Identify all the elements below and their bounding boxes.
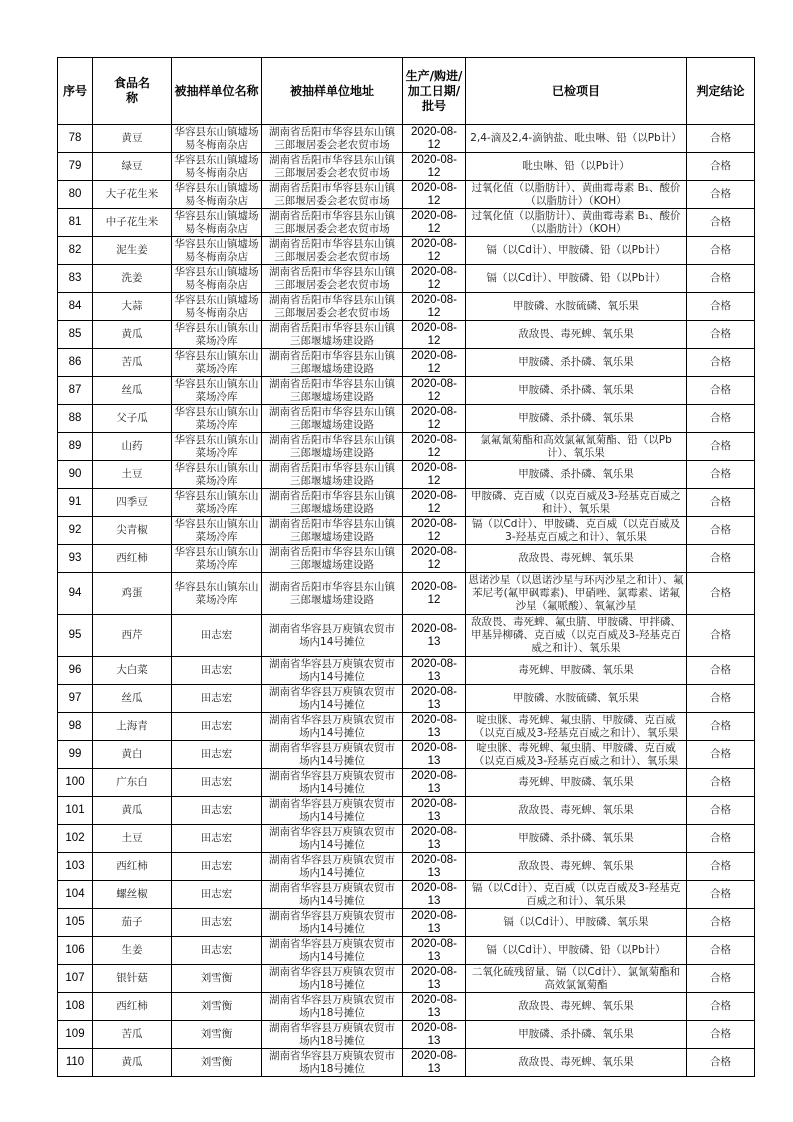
tested-items-cell: 镉（以Cd计）、甲胺磷、克百威（以克百威及3-羟基克百威之和计）、氧乐果 bbox=[466, 517, 687, 545]
unit-address-cell: 湖南省岳阳市华容县东山镇三郎堰墟场建设路 bbox=[262, 377, 403, 405]
unit-address-cell: 湖南省华容县万庾镇农贸市场内14号摊位 bbox=[262, 825, 403, 853]
food-name-cell: 大白菜 bbox=[93, 657, 172, 685]
conclusion-cell: 合格 bbox=[687, 993, 755, 1021]
conclusion-cell: 合格 bbox=[687, 181, 755, 209]
table-row bbox=[58, 657, 755, 685]
date-cell: 2020-08-12 bbox=[403, 321, 466, 349]
seq-cell: 79 bbox=[58, 153, 93, 181]
date-cell: 2020-08-12 bbox=[403, 265, 466, 293]
seq-cell: 103 bbox=[58, 853, 93, 881]
date-cell: 2020-08-13 bbox=[403, 1021, 466, 1049]
seq-cell: 92 bbox=[58, 517, 93, 545]
seq-cell: 88 bbox=[58, 405, 93, 433]
table-row bbox=[58, 937, 755, 965]
table-row bbox=[58, 237, 755, 265]
table-row bbox=[58, 881, 755, 909]
conclusion-cell: 合格 bbox=[687, 237, 755, 265]
table-row bbox=[58, 853, 755, 881]
unit-address-cell: 湖南省岳阳市华容县东山镇三郎堰居委会老农贸市场 bbox=[262, 209, 403, 237]
seq-cell: 78 bbox=[58, 125, 93, 153]
unit-address-cell: 湖南省华容县万庾镇农贸市场内14号摊位 bbox=[262, 769, 403, 797]
food-name-cell: 西红柿 bbox=[93, 853, 172, 881]
unit-name-cell: 华容县东山镇墟场易冬梅南杂店 bbox=[172, 293, 262, 321]
table-row bbox=[58, 1049, 755, 1077]
food-name-cell: 泥生姜 bbox=[93, 237, 172, 265]
seq-cell: 89 bbox=[58, 433, 93, 461]
tested-items-cell: 甲胺磷、杀扑磷、氧乐果 bbox=[466, 377, 687, 405]
table-body bbox=[58, 125, 755, 1077]
table-row bbox=[58, 377, 755, 405]
seq-cell: 105 bbox=[58, 909, 93, 937]
food-name-cell: 尖青椒 bbox=[93, 517, 172, 545]
seq-cell: 104 bbox=[58, 881, 93, 909]
date-cell: 2020-08-13 bbox=[403, 853, 466, 881]
table-row bbox=[58, 965, 755, 993]
unit-address-cell: 湖南省岳阳市华容县东山镇三郎堰墟场建设路 bbox=[262, 405, 403, 433]
tested-items-cell: 毒死蜱、甲胺磷、氧乐果 bbox=[466, 657, 687, 685]
unit-name-cell: 田志宏 bbox=[172, 657, 262, 685]
seq-cell: 102 bbox=[58, 825, 93, 853]
food-name-cell: 螺丝椒 bbox=[93, 881, 172, 909]
unit-name-cell: 华容县东山镇东山菜场冷库 bbox=[172, 349, 262, 377]
seq-cell: 90 bbox=[58, 461, 93, 489]
seq-cell: 98 bbox=[58, 713, 93, 741]
date-cell: 2020-08-13 bbox=[403, 685, 466, 713]
header-food-name: 食品名称 bbox=[93, 58, 172, 125]
food-name-cell: 黄瓜 bbox=[93, 797, 172, 825]
tested-items-cell: 氯氟氰菊酯和高效氯氟氰菊酯、铅（以Pb计）、氧乐果 bbox=[466, 433, 687, 461]
unit-name-cell: 华容县东山镇墟场易冬梅南杂店 bbox=[172, 181, 262, 209]
date-cell: 2020-08-13 bbox=[403, 825, 466, 853]
inspection-results-table bbox=[57, 57, 755, 1077]
table-row bbox=[58, 825, 755, 853]
food-name-cell: 丝瓜 bbox=[93, 377, 172, 405]
tested-items-cell: 甲胺磷、杀扑磷、氧乐果 bbox=[466, 405, 687, 433]
unit-name-cell: 刘雪衡 bbox=[172, 1021, 262, 1049]
unit-name-cell: 田志宏 bbox=[172, 741, 262, 769]
tested-items-cell: 敌敌畏、毒死蜱、氧乐果 bbox=[466, 545, 687, 573]
conclusion-cell: 合格 bbox=[687, 937, 755, 965]
tested-items-cell: 二氧化硫残留量、镉（以Cd计）、氯氰菊酯和高效氯氰菊酯 bbox=[466, 965, 687, 993]
tested-items-cell: 甲胺磷、杀扑磷、氧乐果 bbox=[466, 1021, 687, 1049]
conclusion-cell: 合格 bbox=[687, 125, 755, 153]
seq-cell: 83 bbox=[58, 265, 93, 293]
date-cell: 2020-08-13 bbox=[403, 741, 466, 769]
table-row bbox=[58, 349, 755, 377]
date-cell: 2020-08-12 bbox=[403, 209, 466, 237]
unit-name-cell: 华容县东山镇墟场易冬梅南杂店 bbox=[172, 125, 262, 153]
unit-name-cell: 田志宏 bbox=[172, 909, 262, 937]
seq-cell: 97 bbox=[58, 685, 93, 713]
unit-name-cell: 华容县东山镇东山菜场冷库 bbox=[172, 433, 262, 461]
tested-items-cell: 甲胺磷、杀扑磷、氧乐果 bbox=[466, 825, 687, 853]
table-row bbox=[58, 489, 755, 517]
tested-items-cell: 敌敌畏、毒死蜱、氧乐果 bbox=[466, 1049, 687, 1077]
food-name-cell: 绿豆 bbox=[93, 153, 172, 181]
conclusion-cell: 合格 bbox=[687, 545, 755, 573]
conclusion-cell: 合格 bbox=[687, 153, 755, 181]
food-name-cell: 黄白 bbox=[93, 741, 172, 769]
unit-name-cell: 田志宏 bbox=[172, 881, 262, 909]
conclusion-cell: 合格 bbox=[687, 209, 755, 237]
food-name-cell: 西红柿 bbox=[93, 993, 172, 1021]
seq-cell: 96 bbox=[58, 657, 93, 685]
conclusion-cell: 合格 bbox=[687, 405, 755, 433]
table-row bbox=[58, 181, 755, 209]
unit-address-cell: 湖南省岳阳市华容县东山镇三郎堰居委会老农贸市场 bbox=[262, 153, 403, 181]
food-name-cell: 黄瓜 bbox=[93, 321, 172, 349]
unit-address-cell: 湖南省华容县万庾镇农贸市场内18号摊位 bbox=[262, 965, 403, 993]
food-name-cell: 土豆 bbox=[93, 461, 172, 489]
tested-items-cell: 啶虫脒、毒死蜱、氟虫腈、甲胺磷、克百威（以克百威及3-羟基克百威之和计）、氧乐果 bbox=[466, 713, 687, 741]
conclusion-cell: 合格 bbox=[687, 433, 755, 461]
unit-name-cell: 华容县东山镇墟场易冬梅南杂店 bbox=[172, 237, 262, 265]
unit-address-cell: 湖南省岳阳市华容县东山镇三郎堰墟场建设路 bbox=[262, 517, 403, 545]
date-cell: 2020-08-12 bbox=[403, 433, 466, 461]
tested-items-cell: 镉（以Cd计）、甲胺磷、铅（以Pb计） bbox=[466, 265, 687, 293]
table-header-row bbox=[58, 58, 755, 125]
food-name-cell: 银针菇 bbox=[93, 965, 172, 993]
conclusion-cell: 合格 bbox=[687, 741, 755, 769]
table-row bbox=[58, 909, 755, 937]
header-seq: 序号 bbox=[58, 58, 93, 125]
tested-items-cell: 敌敌畏、毒死蜱、氧乐果 bbox=[466, 797, 687, 825]
seq-cell: 108 bbox=[58, 993, 93, 1021]
date-cell: 2020-08-12 bbox=[403, 573, 466, 615]
seq-cell: 86 bbox=[58, 349, 93, 377]
table-row bbox=[58, 461, 755, 489]
seq-cell: 101 bbox=[58, 797, 93, 825]
food-name-cell: 大蒜 bbox=[93, 293, 172, 321]
unit-name-cell: 华容县东山镇东山菜场冷库 bbox=[172, 517, 262, 545]
conclusion-cell: 合格 bbox=[687, 349, 755, 377]
unit-address-cell: 湖南省华容县万庾镇农贸市场内18号摊位 bbox=[262, 993, 403, 1021]
table-row bbox=[58, 293, 755, 321]
header-conclusion: 判定结论 bbox=[687, 58, 755, 125]
seq-cell: 81 bbox=[58, 209, 93, 237]
unit-address-cell: 湖南省华容县万庾镇农贸市场内14号摊位 bbox=[262, 741, 403, 769]
date-cell: 2020-08-12 bbox=[403, 545, 466, 573]
seq-cell: 107 bbox=[58, 965, 93, 993]
unit-address-cell: 湖南省岳阳市华容县东山镇三郎堰墟场建设路 bbox=[262, 461, 403, 489]
unit-name-cell: 华容县东山镇东山菜场冷库 bbox=[172, 573, 262, 615]
seq-cell: 93 bbox=[58, 545, 93, 573]
unit-address-cell: 湖南省岳阳市华容县东山镇三郎堰居委会老农贸市场 bbox=[262, 125, 403, 153]
table-row bbox=[58, 265, 755, 293]
conclusion-cell: 合格 bbox=[687, 461, 755, 489]
unit-address-cell: 湖南省华容县万庾镇农贸市场内14号摊位 bbox=[262, 937, 403, 965]
date-cell: 2020-08-12 bbox=[403, 405, 466, 433]
unit-name-cell: 华容县东山镇东山菜场冷库 bbox=[172, 405, 262, 433]
unit-address-cell: 湖南省华容县万庾镇农贸市场内14号摊位 bbox=[262, 797, 403, 825]
date-cell: 2020-08-13 bbox=[403, 993, 466, 1021]
table-row bbox=[58, 321, 755, 349]
food-name-cell: 西芹 bbox=[93, 615, 172, 657]
date-cell: 2020-08-13 bbox=[403, 909, 466, 937]
conclusion-cell: 合格 bbox=[687, 685, 755, 713]
table-row bbox=[58, 433, 755, 461]
unit-name-cell: 田志宏 bbox=[172, 825, 262, 853]
unit-address-cell: 湖南省华容县万庾镇农贸市场内14号摊位 bbox=[262, 615, 403, 657]
tested-items-cell: 2,4-滴及2,4-滴钠盐、吡虫啉、铅（以Pb计） bbox=[466, 125, 687, 153]
seq-cell: 84 bbox=[58, 293, 93, 321]
date-cell: 2020-08-13 bbox=[403, 937, 466, 965]
header-tested-items: 已检项目 bbox=[466, 58, 687, 125]
header-unit-address: 被抽样单位地址 bbox=[262, 58, 403, 125]
unit-address-cell: 湖南省华容县万庾镇农贸市场内14号摊位 bbox=[262, 881, 403, 909]
conclusion-cell: 合格 bbox=[687, 1021, 755, 1049]
unit-address-cell: 湖南省岳阳市华容县东山镇三郎堰墟场建设路 bbox=[262, 489, 403, 517]
tested-items-cell: 敌敌畏、毒死蜱、氧乐果 bbox=[466, 993, 687, 1021]
conclusion-cell: 合格 bbox=[687, 769, 755, 797]
unit-address-cell: 湖南省华容县万庾镇农贸市场内14号摊位 bbox=[262, 685, 403, 713]
unit-address-cell: 湖南省岳阳市华容县东山镇三郎堰墟场建设路 bbox=[262, 349, 403, 377]
unit-address-cell: 湖南省华容县万庾镇农贸市场内18号摊位 bbox=[262, 1049, 403, 1077]
food-name-cell: 苦瓜 bbox=[93, 1021, 172, 1049]
conclusion-cell: 合格 bbox=[687, 657, 755, 685]
conclusion-cell: 合格 bbox=[687, 853, 755, 881]
unit-name-cell: 华容县东山镇东山菜场冷库 bbox=[172, 321, 262, 349]
conclusion-cell: 合格 bbox=[687, 573, 755, 615]
date-cell: 2020-08-12 bbox=[403, 517, 466, 545]
seq-cell: 80 bbox=[58, 181, 93, 209]
table-row bbox=[58, 993, 755, 1021]
unit-address-cell: 湖南省岳阳市华容县东山镇三郎堰墟场建设路 bbox=[262, 545, 403, 573]
date-cell: 2020-08-12 bbox=[403, 181, 466, 209]
tested-items-cell: 敌敌畏、毒死蜱、氟虫腈、甲胺磷、甲拌磷、甲基异柳磷、克百威（以克百威及3-羟基克百威之和计）、氧乐果 bbox=[466, 615, 687, 657]
food-name-cell: 山药 bbox=[93, 433, 172, 461]
unit-address-cell: 湖南省华容县万庾镇农贸市场内14号摊位 bbox=[262, 713, 403, 741]
date-cell: 2020-08-13 bbox=[403, 797, 466, 825]
conclusion-cell: 合格 bbox=[687, 1049, 755, 1077]
unit-name-cell: 华容县东山镇东山菜场冷库 bbox=[172, 461, 262, 489]
unit-name-cell: 华容县东山镇墟场易冬梅南杂店 bbox=[172, 153, 262, 181]
food-name-cell: 苦瓜 bbox=[93, 349, 172, 377]
date-cell: 2020-08-13 bbox=[403, 1049, 466, 1077]
seq-cell: 99 bbox=[58, 741, 93, 769]
tested-items-cell: 甲胺磷、水胺硫磷、氧乐果 bbox=[466, 293, 687, 321]
tested-items-cell: 过氧化值（以脂肪计）、黄曲霉毒素 B₁、酸价（以脂肪计）（KOH） bbox=[466, 181, 687, 209]
seq-cell: 106 bbox=[58, 937, 93, 965]
date-cell: 2020-08-12 bbox=[403, 293, 466, 321]
tested-items-cell: 敌敌畏、毒死蜱、氧乐果 bbox=[466, 321, 687, 349]
unit-name-cell: 华容县东山镇墟场易冬梅南杂店 bbox=[172, 209, 262, 237]
date-cell: 2020-08-12 bbox=[403, 153, 466, 181]
seq-cell: 110 bbox=[58, 1049, 93, 1077]
conclusion-cell: 合格 bbox=[687, 265, 755, 293]
food-name-cell: 丝瓜 bbox=[93, 685, 172, 713]
tested-items-cell: 敌敌畏、毒死蜱、氧乐果 bbox=[466, 853, 687, 881]
header-unit-name: 被抽样单位名称 bbox=[172, 58, 262, 125]
date-cell: 2020-08-12 bbox=[403, 489, 466, 517]
table-row bbox=[58, 125, 755, 153]
unit-address-cell: 湖南省岳阳市华容县东山镇三郎堰墟场建设路 bbox=[262, 321, 403, 349]
table-row bbox=[58, 797, 755, 825]
table-row bbox=[58, 545, 755, 573]
conclusion-cell: 合格 bbox=[687, 881, 755, 909]
tested-items-cell: 镉（以Cd计）、克百威（以克百威及3-羟基克百威之和计）、氧乐果 bbox=[466, 881, 687, 909]
unit-address-cell: 湖南省华容县万庾镇农贸市场内18号摊位 bbox=[262, 1021, 403, 1049]
food-name-cell: 茄子 bbox=[93, 909, 172, 937]
unit-name-cell: 华容县东山镇东山菜场冷库 bbox=[172, 377, 262, 405]
unit-name-cell: 田志宏 bbox=[172, 853, 262, 881]
unit-name-cell: 华容县东山镇东山菜场冷库 bbox=[172, 489, 262, 517]
unit-name-cell: 刘雪衡 bbox=[172, 993, 262, 1021]
conclusion-cell: 合格 bbox=[687, 377, 755, 405]
date-cell: 2020-08-13 bbox=[403, 657, 466, 685]
table-row bbox=[58, 615, 755, 657]
unit-name-cell: 田志宏 bbox=[172, 797, 262, 825]
tested-items-cell: 啶虫脒、毒死蜱、氟虫腈、甲胺磷、克百威（以克百威及3-羟基克百威之和计）、氧乐果 bbox=[466, 741, 687, 769]
table-row bbox=[58, 1021, 755, 1049]
unit-name-cell: 田志宏 bbox=[172, 615, 262, 657]
date-cell: 2020-08-13 bbox=[403, 769, 466, 797]
date-cell: 2020-08-12 bbox=[403, 349, 466, 377]
date-cell: 2020-08-12 bbox=[403, 461, 466, 489]
seq-cell: 87 bbox=[58, 377, 93, 405]
date-cell: 2020-08-12 bbox=[403, 377, 466, 405]
tested-items-cell: 镉（以Cd计）、甲胺磷、铅（以Pb计） bbox=[466, 937, 687, 965]
header-date: 生产/购进/加工日期/批号 bbox=[403, 58, 466, 125]
unit-name-cell: 刘雪衡 bbox=[172, 965, 262, 993]
conclusion-cell: 合格 bbox=[687, 293, 755, 321]
tested-items-cell: 恩诺沙星（以恩诺沙星与环丙沙星之和计）、氟苯尼考(氟甲砜霉素)、甲硝唑、氯霉素、诺氟沙星（氟哌酸）、氧氟沙星 bbox=[466, 573, 687, 615]
unit-address-cell: 湖南省岳阳市华容县东山镇三郎堰居委会老农贸市场 bbox=[262, 293, 403, 321]
date-cell: 2020-08-13 bbox=[403, 965, 466, 993]
food-name-cell: 洗姜 bbox=[93, 265, 172, 293]
tested-items-cell: 毒死蜱、甲胺磷、氧乐果 bbox=[466, 769, 687, 797]
table-row bbox=[58, 209, 755, 237]
tested-items-cell: 过氧化值（以脂肪计）、黄曲霉毒素 B₁、酸价（以脂肪计）（KOH） bbox=[466, 209, 687, 237]
conclusion-cell: 合格 bbox=[687, 517, 755, 545]
tested-items-cell: 镉（以Cd计）、甲胺磷、铅（以Pb计） bbox=[466, 237, 687, 265]
food-name-cell: 黄豆 bbox=[93, 125, 172, 153]
table-row bbox=[58, 741, 755, 769]
unit-address-cell: 湖南省华容县万庾镇农贸市场内14号摊位 bbox=[262, 909, 403, 937]
table-row bbox=[58, 405, 755, 433]
date-cell: 2020-08-13 bbox=[403, 615, 466, 657]
unit-address-cell: 湖南省岳阳市华容县东山镇三郎堰墟场建设路 bbox=[262, 433, 403, 461]
date-cell: 2020-08-12 bbox=[403, 237, 466, 265]
seq-cell: 82 bbox=[58, 237, 93, 265]
food-name-cell: 西红柿 bbox=[93, 545, 172, 573]
food-name-cell: 土豆 bbox=[93, 825, 172, 853]
table-row bbox=[58, 573, 755, 615]
conclusion-cell: 合格 bbox=[687, 615, 755, 657]
seq-cell: 91 bbox=[58, 489, 93, 517]
unit-address-cell: 湖南省岳阳市华容县东山镇三郎堰居委会老农贸市场 bbox=[262, 237, 403, 265]
unit-address-cell: 湖南省华容县万庾镇农贸市场内14号摊位 bbox=[262, 657, 403, 685]
seq-cell: 109 bbox=[58, 1021, 93, 1049]
conclusion-cell: 合格 bbox=[687, 825, 755, 853]
unit-name-cell: 田志宏 bbox=[172, 685, 262, 713]
conclusion-cell: 合格 bbox=[687, 489, 755, 517]
date-cell: 2020-08-13 bbox=[403, 881, 466, 909]
food-name-cell: 四季豆 bbox=[93, 489, 172, 517]
tested-items-cell: 吡虫啉、铅（以Pb计） bbox=[466, 153, 687, 181]
tested-items-cell: 甲胺磷、杀扑磷、氧乐果 bbox=[466, 461, 687, 489]
table-row bbox=[58, 769, 755, 797]
tested-items-cell: 甲胺磷、水胺硫磷、氧乐果 bbox=[466, 685, 687, 713]
food-name-cell: 生姜 bbox=[93, 937, 172, 965]
food-name-cell: 鸡蛋 bbox=[93, 573, 172, 615]
food-name-cell: 广东白 bbox=[93, 769, 172, 797]
tested-items-cell: 甲胺磷、克百威（以克百威及3-羟基克百威之和计）、氧乐果 bbox=[466, 489, 687, 517]
conclusion-cell: 合格 bbox=[687, 965, 755, 993]
conclusion-cell: 合格 bbox=[687, 909, 755, 937]
tested-items-cell: 甲胺磷、杀扑磷、氧乐果 bbox=[466, 349, 687, 377]
food-name-cell: 父子瓜 bbox=[93, 405, 172, 433]
table-row bbox=[58, 685, 755, 713]
food-name-cell: 上海青 bbox=[93, 713, 172, 741]
seq-cell: 100 bbox=[58, 769, 93, 797]
unit-address-cell: 湖南省华容县万庾镇农贸市场内14号摊位 bbox=[262, 853, 403, 881]
unit-address-cell: 湖南省岳阳市华容县东山镇三郎堰墟场建设路 bbox=[262, 573, 403, 615]
seq-cell: 94 bbox=[58, 573, 93, 615]
tested-items-cell: 镉（以Cd计）、甲胺磷、氧乐果 bbox=[466, 909, 687, 937]
seq-cell: 85 bbox=[58, 321, 93, 349]
conclusion-cell: 合格 bbox=[687, 797, 755, 825]
unit-name-cell: 刘雪衡 bbox=[172, 1049, 262, 1077]
date-cell: 2020-08-12 bbox=[403, 125, 466, 153]
unit-name-cell: 田志宏 bbox=[172, 937, 262, 965]
unit-address-cell: 湖南省岳阳市华容县东山镇三郎堰居委会老农贸市场 bbox=[262, 265, 403, 293]
table-row bbox=[58, 517, 755, 545]
conclusion-cell: 合格 bbox=[687, 321, 755, 349]
table-row bbox=[58, 713, 755, 741]
food-name-cell: 黄瓜 bbox=[93, 1049, 172, 1077]
seq-cell: 95 bbox=[58, 615, 93, 657]
unit-name-cell: 华容县东山镇东山菜场冷库 bbox=[172, 545, 262, 573]
unit-name-cell: 华容县东山镇墟场易冬梅南杂店 bbox=[172, 265, 262, 293]
unit-address-cell: 湖南省岳阳市华容县东山镇三郎堰居委会老农贸市场 bbox=[262, 181, 403, 209]
unit-name-cell: 田志宏 bbox=[172, 769, 262, 797]
date-cell: 2020-08-13 bbox=[403, 713, 466, 741]
food-name-cell: 中子花生米 bbox=[93, 209, 172, 237]
conclusion-cell: 合格 bbox=[687, 713, 755, 741]
food-name-cell: 大子花生米 bbox=[93, 181, 172, 209]
table-row bbox=[58, 153, 755, 181]
unit-name-cell: 田志宏 bbox=[172, 713, 262, 741]
